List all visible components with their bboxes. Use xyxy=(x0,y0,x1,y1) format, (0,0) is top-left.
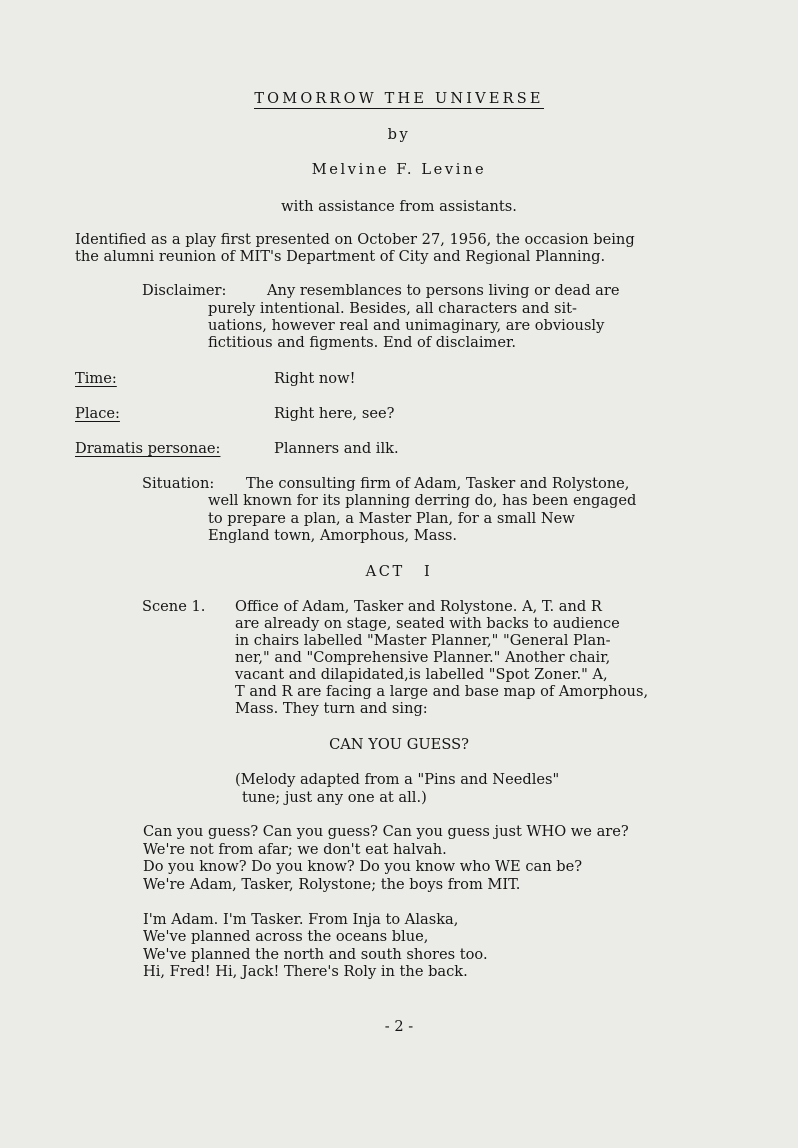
lyric-line: We've planned across the oceans blue, xyxy=(143,928,429,945)
scene-line: are already on stage, seated with backs to audience xyxy=(235,615,620,632)
dramatis-label: Dramatis personae: xyxy=(75,440,221,457)
disclaimer-label: Disclaimer: xyxy=(142,282,227,299)
play-title: TOMORROW THE UNIVERSE xyxy=(254,91,544,107)
scene-line: Office of Adam, Tasker and Rolystone. A, T. and R xyxy=(235,598,602,615)
situation-line: well known for its planning derring do, has been engaged xyxy=(208,492,637,509)
scene-line: T and R are facing a large and base map of Amorphous, xyxy=(235,683,649,700)
act-heading: ACT I xyxy=(365,563,433,580)
lyric-line: We're not from afar; we don't eat halvah. xyxy=(143,841,447,858)
place-value: Right here, see? xyxy=(274,405,395,422)
disclaimer-line: Any resemblances to persons living or dead are xyxy=(267,282,620,299)
scene-label: Scene 1. xyxy=(142,598,206,615)
assistance-line: with assistance from assistants. xyxy=(281,198,517,215)
scene-line: Mass. They turn and sing: xyxy=(235,700,428,717)
melody-note: tune; just any one at all.) xyxy=(242,789,427,806)
dramatis-value: Planners and ilk. xyxy=(274,440,399,457)
time-value: Right now! xyxy=(274,370,356,387)
disclaimer-line: uations, however real and unimaginary, are obviously xyxy=(208,317,605,334)
page-number: - 2 - xyxy=(384,1018,414,1035)
scene-line: vacant and dilapidated,is labelled "Spot Zoner." A, xyxy=(235,666,608,683)
scene-line: ner," and "Comprehensive Planner." Another chair, xyxy=(235,649,611,666)
by-line: by xyxy=(387,126,411,143)
place-label: Place: xyxy=(75,405,120,422)
situation-label: Situation: xyxy=(142,475,215,492)
disclaimer-line: fictitious and figments. End of disclaimer. xyxy=(208,334,517,351)
situation-line: to prepare a plan, a Master Plan, for a small New xyxy=(208,510,575,527)
melody-note: (Melody adapted from a "Pins and Needles" xyxy=(235,771,560,788)
intro-line: Identified as a play first presented on October 27, 1956, the occasion being xyxy=(75,231,635,248)
situation-line: England town, Amorphous, Mass. xyxy=(208,527,458,544)
lyric-line: Can you guess? Can you guess? Can you guess just WHO we are? xyxy=(143,823,629,840)
scene-line: in chairs labelled "Master Planner," "General Plan- xyxy=(235,632,611,649)
title-row xyxy=(0,90,798,108)
situation-line: The consulting firm of Adam, Tasker and Rolystone, xyxy=(246,475,630,492)
lyric-line: Hi, Fred! Hi, Jack! There's Roly in the back. xyxy=(143,963,468,980)
author-name: Melvine F. Levine xyxy=(311,161,487,178)
lyric-line: We've planned the north and south shores too. xyxy=(143,946,488,963)
intro-line: the alumni reunion of MIT's Department of City and Regional Planning. xyxy=(75,248,606,265)
lyric-line: Do you know? Do you know? Do you know who WE can be? xyxy=(143,858,583,875)
disclaimer-line: purely intentional. Besides, all characters and sit- xyxy=(208,300,577,317)
time-label: Time: xyxy=(75,370,117,387)
lyric-line: We're Adam, Tasker, Rolystone; the boys from MIT. xyxy=(143,876,521,893)
lyric-line: I'm Adam. I'm Tasker. From Inja to Alaska, xyxy=(143,911,459,928)
song-title: CAN YOU GUESS? xyxy=(329,736,469,753)
